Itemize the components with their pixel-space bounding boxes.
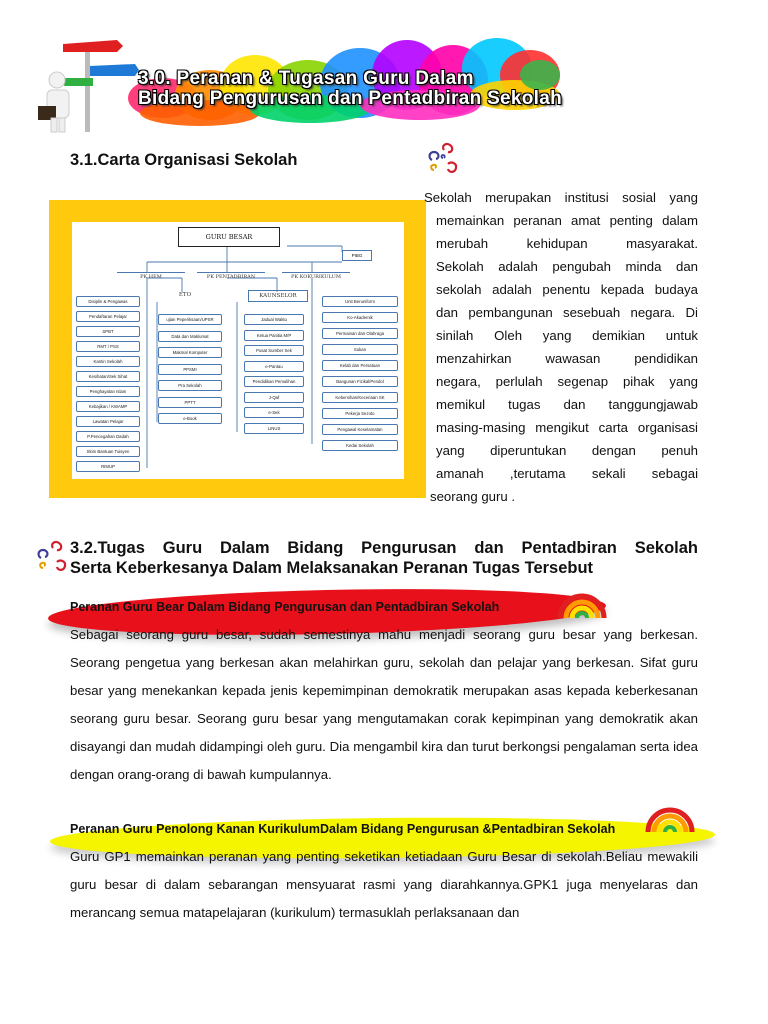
- org-chart-box: e-Sek: [244, 407, 304, 418]
- rainbow-icon: [556, 584, 608, 625]
- org-chart-box: Kebersihan/Keceriaan SK: [322, 392, 398, 403]
- carta-paragraph-line: Sekolah adalah pengubah minda dan: [436, 259, 698, 274]
- org-chart-box: RIMUP: [76, 461, 140, 472]
- carta-paragraph-line: dan pembangunan sesebuah negara. Di: [436, 305, 698, 320]
- subheading-gpk-kurikulum: Peranan Guru Penolong Kanan KurikulumDalam Bidang Pengurusan &Pentadbiran Sekolah: [70, 822, 616, 836]
- carta-paragraph-line: Sekolah merupakan institusi sosial yang: [424, 190, 698, 205]
- carta-paragraph-line: sekolah adalah penentu kepada budaya: [436, 282, 698, 297]
- org-chart-box: Bangunan Fizikal/Pendol: [322, 376, 398, 387]
- org-chart-box: e-Book: [158, 413, 222, 424]
- org-chart-box: Makmal Komputer: [158, 347, 222, 358]
- org-chart-box: Unit Beruniform: [322, 296, 398, 307]
- carta-paragraph-line: memainkan peranan amat penting dalam: [436, 213, 698, 228]
- org-chart-box: Pekerja Sezoto: [322, 408, 398, 419]
- org-chart-box: Disiplin & Pengawas: [76, 296, 140, 307]
- org-chart-box: SPBT: [76, 326, 140, 337]
- org-eto-box: ETO: [178, 292, 192, 298]
- org-chart-box: Data dan Maklumat: [158, 331, 222, 342]
- org-head-box: PK HEM: [117, 272, 185, 281]
- carta-paragraph-line: yang diperuntukan dengan penuh: [436, 443, 698, 458]
- org-chart-box: Kebajikan / KWAMP: [76, 401, 140, 412]
- org-chart-box: Pengawal Keselamatan: [322, 424, 398, 435]
- paragraph-guru-besar: Sebagai seorang guru besar, sudah semestinya mahu menjadi seorang guru besar yang berkesan. Seorang pengetua yang berkesan akan melahirkan guru, sekolah dan pelajar yang berkesan. Sifat guru besar yang menekankan kepada jenis kepemimpinan demokratik merupakan asas kepada keberkesanan seorang guru besar. Seorang guru besar yang mengutamakan corak kepimpinan yang demokratik akan disayangi dan mudah didampingi oleh guru. Dia mengambil kira dan turut berkongsi pengalaman serta idea dengan orang-orang di bawah kumpulannya.: [70, 627, 698, 782]
- org-chart-box: Kantin Sekolah: [76, 356, 140, 367]
- org-chart-box: LINUS: [244, 423, 304, 434]
- carta-paragraph-line: amanah ,terutama sekali sebagai: [436, 466, 698, 481]
- header-title-line2: Bidang Pengurusan dan Pentadbiran Sekolah: [138, 88, 563, 109]
- org-top-box: GURU BESAR: [178, 227, 280, 247]
- carta-paragraph-line: masing-masing mengikut carta organisasi: [436, 420, 698, 435]
- org-chart-box: Permainan dan Olahraga: [322, 328, 398, 339]
- carta-paragraph-line: merubah kehidupan masyarakat.: [436, 236, 698, 251]
- org-chart-box: ujian Peperiksaan/UPSR: [158, 314, 222, 325]
- org-chart-box: PPSMI: [158, 364, 222, 375]
- org-chart-box: P.Pencegahan Dadah: [76, 431, 140, 442]
- org-chart-box: Sukan: [322, 344, 398, 355]
- swirl-ornament-icon-2: [33, 540, 71, 579]
- org-chart-box: PPTT: [158, 397, 222, 408]
- org-chart-box: Kelab dan Persatuan: [322, 360, 398, 371]
- org-kaunselor-box: KAUNSELOR: [248, 290, 308, 302]
- org-chart-box: Ketua Panitia M/P: [244, 330, 304, 341]
- org-head-box: PK PENTADBIRAN: [197, 272, 265, 281]
- org-chart-box: Pendaftaran Pelajar: [76, 311, 140, 322]
- swirl-ornament-icon: [424, 142, 462, 181]
- org-chart-box: Penghayatan Islam: [76, 386, 140, 397]
- header-title-line1: 3.0. Peranan & Tugasan Guru Dalam: [138, 68, 474, 89]
- header-banner: [0, 0, 768, 140]
- org-chart-box: Pendidikan Pemulihan: [244, 376, 304, 387]
- org-chart-box: Kesihatan/Sek Sihat: [76, 371, 140, 382]
- signpost-figure-icon: [35, 38, 140, 133]
- org-chart-box: Pra Sekolah: [158, 380, 222, 391]
- section-title-carta: 3.1.Carta Organisasi Sekolah: [70, 151, 298, 169]
- org-chart-box: Skim Bantuan Tuisyen: [76, 446, 140, 457]
- subheading-guru-besar: Peranan Guru Bear Dalam Bidang Pengurusan dan Pentadbiran Sekolah: [70, 600, 500, 614]
- carta-paragraph-line: sinilah Oleh yang demikian untuk: [436, 328, 698, 343]
- carta-paragraph-last-line: seorang guru .: [430, 489, 516, 504]
- carta-paragraph-line: menzahirkan wawasan pendidikan: [436, 351, 698, 366]
- org-head-box: PK KOKURIKULUM: [282, 272, 350, 281]
- org-chart-box: RMT / PSS: [76, 341, 140, 352]
- org-chart-box: Ko-Akademik: [322, 312, 398, 323]
- paragraph-gpk-kurikulum: Guru GP1 memainkan peranan yang penting seketikan ketiadaan Guru Besar di sekolah.Beliau mewakili guru besar di dalam sebarangan mensyuarat rasmi yang diarahkannya.GPK1 juga menyelaras dan merancang semua matapelajaran (kurikulum) termasuklah perlaksanaan dan: [70, 849, 698, 920]
- carta-paragraph: [424, 186, 698, 508]
- section-title-tugas-line1: 3.2.Tugas Guru Dalam Bidang Pengurusan dan Pentadbiran Sekolah: [70, 539, 698, 557]
- org-chart-box: Jadual Waktu: [244, 314, 304, 325]
- org-chart-box: J-Qaf: [244, 392, 304, 403]
- section-title-tugas-line2: Serta Keberkesanya Dalam Melaksanakan Peranan Tugas Tersebut: [70, 559, 594, 577]
- carta-paragraph-line: negara, perlulah segenap pihak yang: [436, 374, 698, 389]
- org-pibg-box: PIBG: [342, 250, 372, 261]
- org-chart-box: Lawatan Pelajar: [76, 416, 140, 427]
- org-chart: [72, 222, 404, 479]
- org-chart-box: Pusat Sumber Sek: [244, 345, 304, 356]
- org-chart-box: e-Pantau: [244, 361, 304, 372]
- org-chart-box: Kedai Sekolah: [322, 440, 398, 451]
- carta-paragraph-line: memikul tugas dan tanggungjawab: [436, 397, 698, 412]
- rainbow-icon-2: [644, 798, 696, 839]
